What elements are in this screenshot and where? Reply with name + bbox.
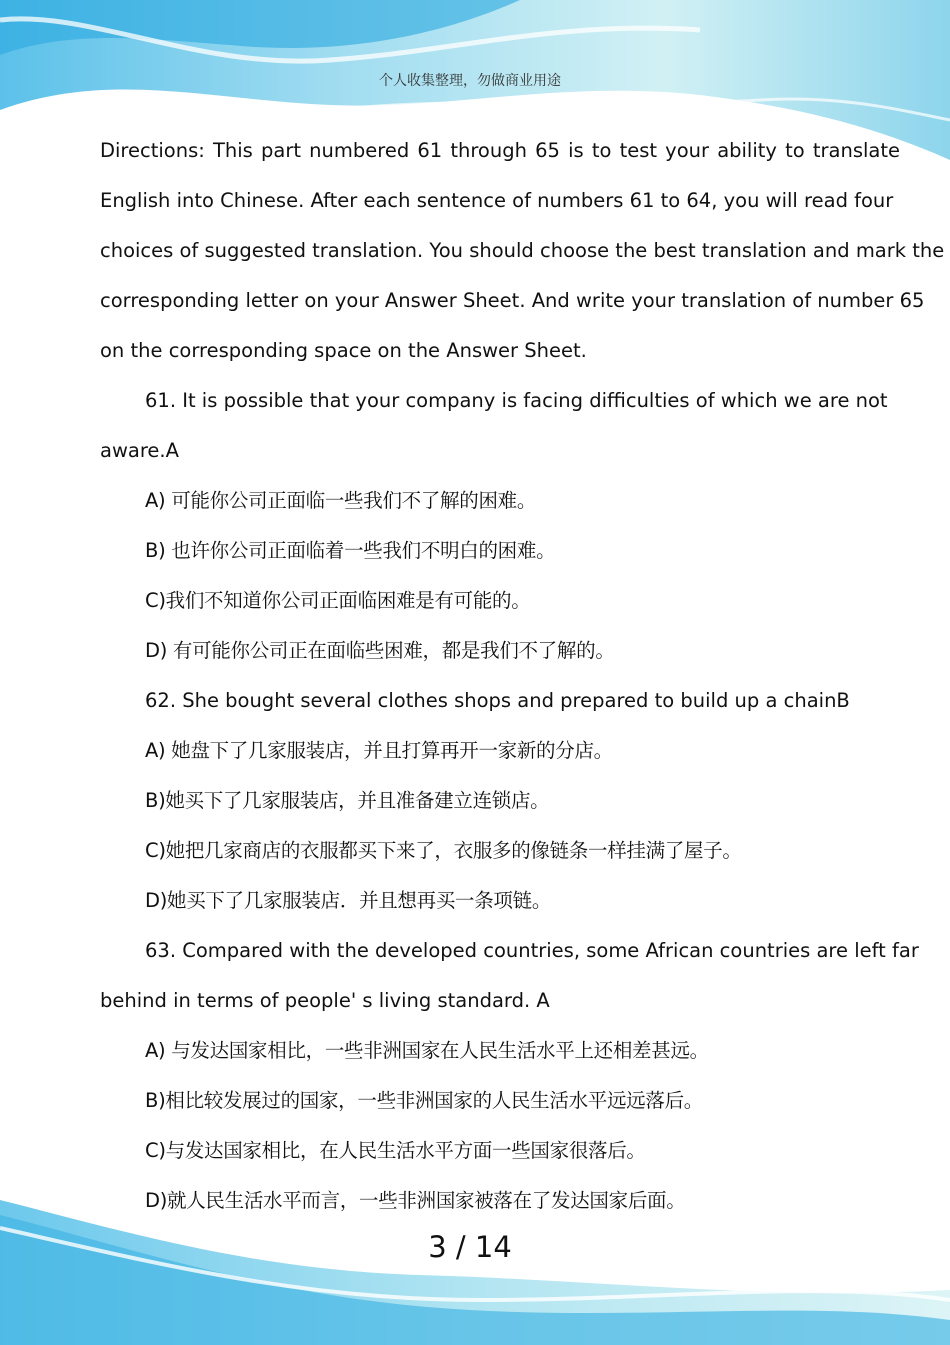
question-63	[100, 926, 919, 1226]
directions-line: Directions: This part numbered 61 through 65 is to test your ability to translate	[100, 139, 900, 162]
option-d: D)就人民生活水平而言，一些非洲国家被落在了发达国家后面。	[145, 1189, 686, 1212]
option-d: D)她买下了几家服装店．并且想再买一条项链。	[145, 889, 552, 912]
directions-paragraph	[100, 126, 945, 376]
directions-line: corresponding letter on your Answer Sheet. And write your translation of number 65	[100, 289, 925, 312]
option-c: C)与发达国家相比，在人民生活水平方面一些国家很落后。	[145, 1139, 646, 1162]
option-c: C)她把几家商店的衣服都买下来了，衣服多的像链条一样挂满了屋子。	[145, 839, 742, 862]
option-b: B) 也许你公司正面临着一些我们不明白的困难。	[145, 539, 556, 562]
header-note: 个人收集整理，勿做商业用途	[379, 73, 561, 89]
question-61	[100, 376, 900, 676]
document-body	[100, 126, 945, 1226]
question-stem: 61. It is possible that your company is facing difficulties of which we are not	[145, 389, 888, 412]
question-stem: 62. She bought several clothes shops and prepared to build up a chainB	[145, 689, 850, 712]
option-c: C)我们不知道你公司正面临困难是有可能的。	[145, 589, 531, 612]
option-b: B)相比较发展过的国家，一些非洲国家的人民生活水平远远落后。	[145, 1089, 703, 1112]
directions-line: English into Chinese. After each sentence of numbers 61 to 64, you will read four	[100, 189, 894, 212]
page-number: 3 / 14	[428, 1230, 512, 1264]
question-62	[100, 676, 900, 926]
option-a: A) 与发达国家相比，一些非洲国家在人民生活水平上还相差甚远。	[145, 1039, 709, 1062]
directions-line: on the corresponding space on the Answer Sheet.	[100, 339, 587, 362]
option-a: A) 她盘下了几家服装店，并且打算再开一家新的分店。	[145, 739, 613, 762]
question-stem: behind in terms of people' s living standard. A	[100, 989, 550, 1012]
option-b: B)她买下了几家服装店，并且准备建立连锁店。	[145, 789, 550, 812]
directions-line: choices of suggested translation. You should choose the best translation and mark the	[100, 239, 945, 262]
question-stem: 63. Compared with the developed countries, some African countries are left far	[145, 939, 919, 962]
option-a: A) 可能你公司正面临一些我们不了解的困难。	[145, 489, 537, 512]
question-stem: aware.A	[100, 439, 179, 462]
option-d: D) 有可能你公司正在面临些困难，都是我们不了解的。	[145, 639, 615, 662]
